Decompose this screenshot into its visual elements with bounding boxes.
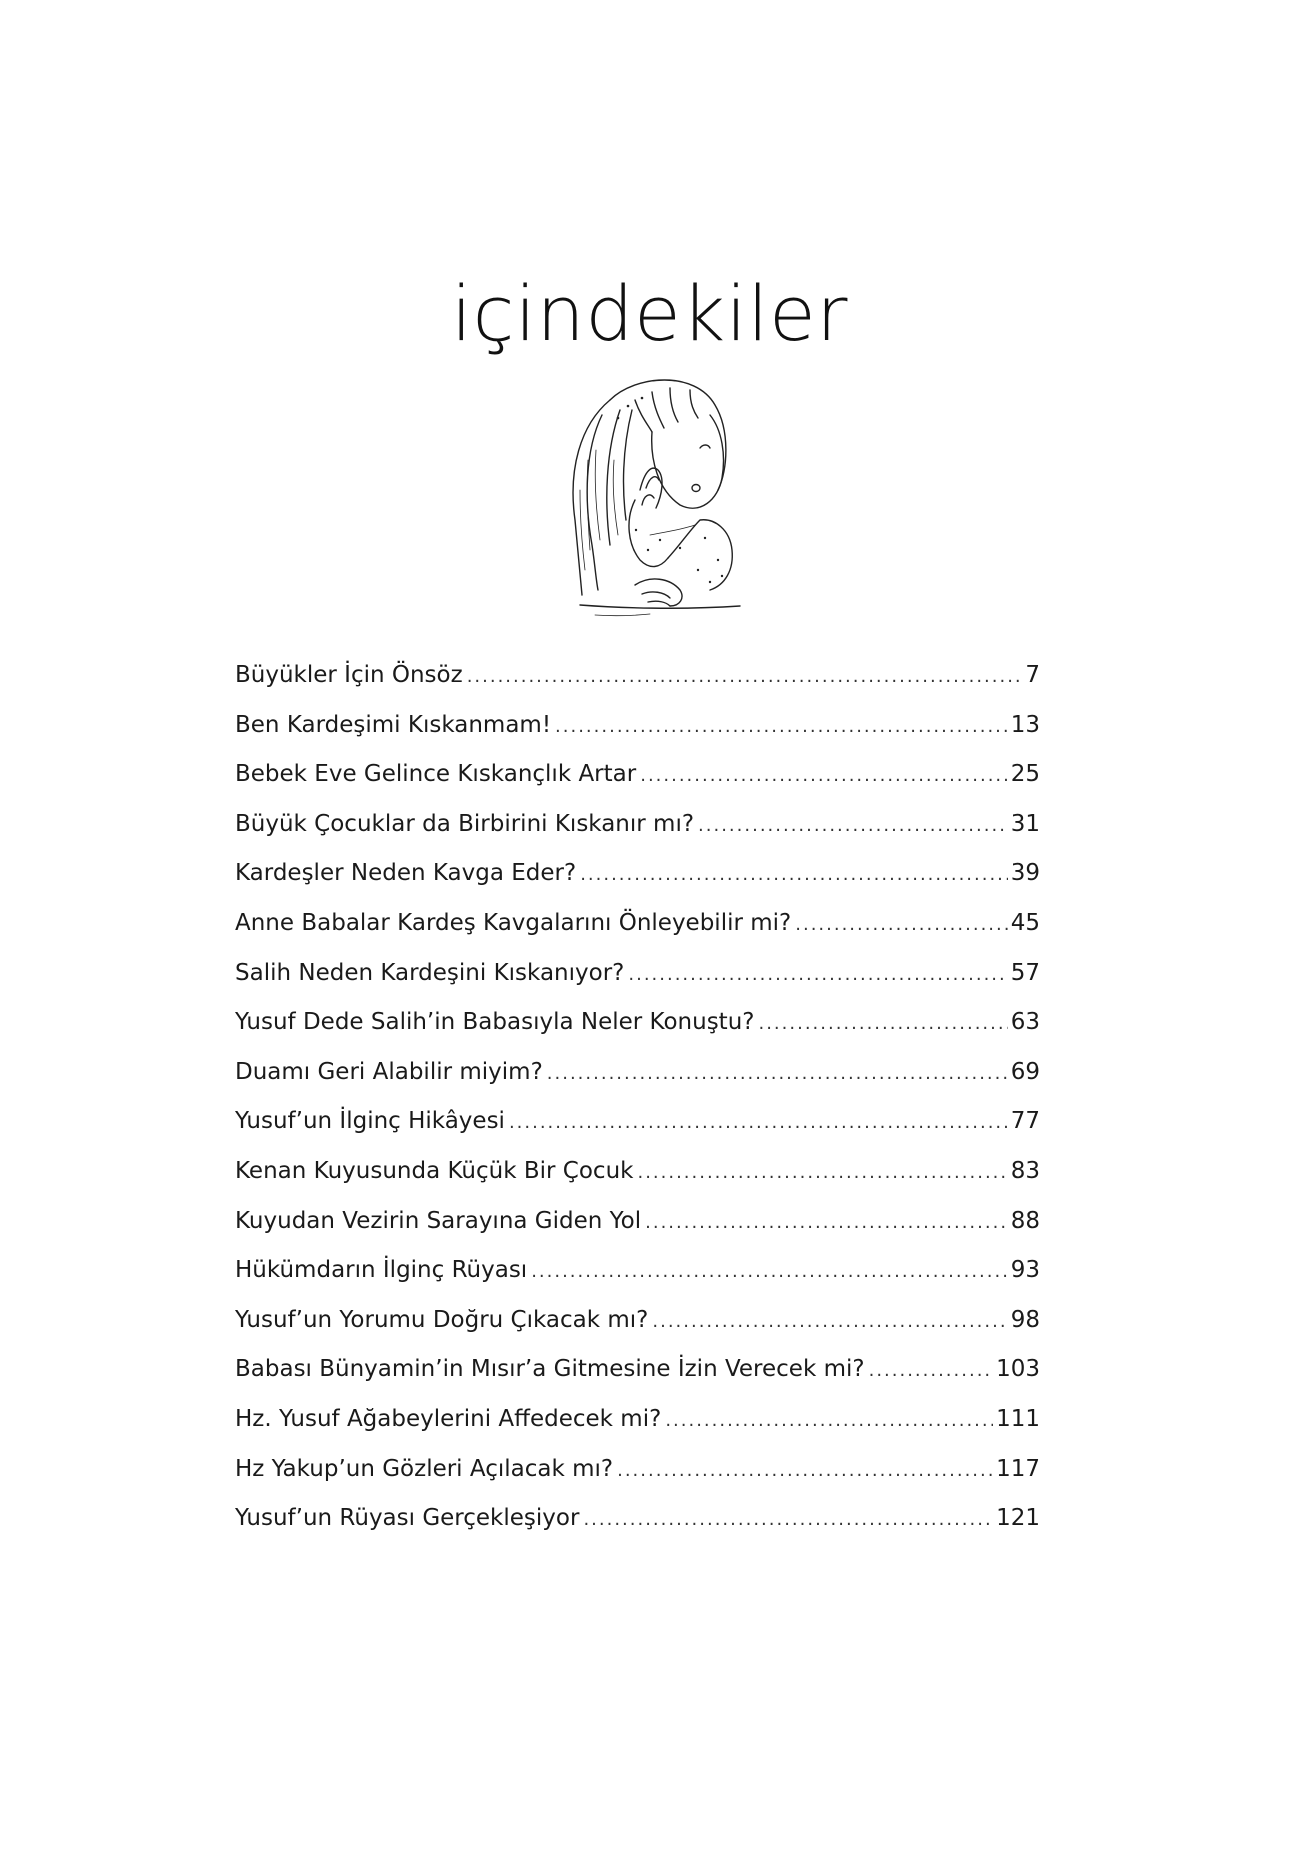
toc-entry[interactable] [235,860,1040,910]
toc-entry-page: 45 [1010,909,1040,936]
toc-entry-title: Hz Yakup’un Gözleri Açılacak mı? [235,1455,614,1482]
toc-entry-page: 98 [1010,1306,1040,1333]
toc-entry-title: Anne Babalar Kardeş Kavgalarını Önleyebilir mi? [235,909,792,936]
leader-dots [869,1360,994,1381]
leader-dots [637,1162,1007,1183]
toc-entry-page: 57 [1010,959,1040,986]
leader-dots [628,964,1007,985]
toc-entry-page: 39 [1010,860,1040,887]
toc-entry-title: Kenan Kuyusunda Küçük Bir Çocuk [235,1157,634,1184]
toc-entry[interactable] [235,1456,1040,1506]
toc-entry-title: Yusuf Dede Salih’in Babasıyla Neler Konuştu? [235,1009,755,1036]
toc-entry-page: 77 [1010,1108,1040,1135]
leader-dots [509,1112,1008,1133]
toc-entry-title: Ben Kardeşimi Kıskanmam! [235,711,552,738]
leader-dots [547,1063,1008,1084]
toc-entry[interactable] [235,1059,1040,1109]
toc-entry[interactable] [235,1108,1040,1158]
toc-entry[interactable] [235,712,1040,762]
leader-dots [640,765,1008,786]
toc-entry-title: Kuyudan Vezirin Sarayına Giden Yol [235,1207,642,1234]
toc-entry[interactable] [235,662,1040,712]
toc-entry-page: 63 [1010,1009,1040,1036]
toc-entry[interactable] [235,1257,1040,1307]
toc-entry-page: 88 [1010,1207,1040,1234]
page-title: içindekiler [451,268,848,358]
toc-entry[interactable] [235,910,1040,960]
toc-entry-page: 83 [1010,1157,1040,1184]
toc-entry-page: 121 [996,1505,1040,1532]
toc-entry-title: Hz. Yusuf Ağabeylerini Affedecek mi? [235,1405,662,1432]
toc-entry-page: 69 [1010,1058,1040,1085]
toc-entry-title: Yusuf’un Yorumu Doğru Çıkacak mı? [235,1306,649,1333]
toc-entry-title: Yusuf’un İlginç Hikâyesi [235,1108,505,1135]
toc-entry[interactable] [235,761,1040,811]
toc-entry-page: 25 [1010,761,1040,788]
toc-entry-title: Yusuf’un Rüyası Gerçekleşiyor [235,1505,580,1532]
toc-entry[interactable] [235,1406,1040,1456]
toc-entry-title: Babası Bünyamin’in Mısır’a Gitmesine İzin Verecek mi? [235,1356,865,1383]
toc-entry-title: Duamı Geri Alabilir miyim? [235,1058,543,1085]
leader-dots [758,1013,1007,1034]
girl-thinking-drawing-icon [540,370,760,640]
toc-entry[interactable] [235,960,1040,1010]
toc-entry-page: 7 [1025,662,1040,688]
leader-dots [555,716,1008,737]
toc-entry[interactable] [235,1158,1040,1208]
toc-entry[interactable] [235,1208,1040,1258]
toc-entry[interactable] [235,1307,1040,1357]
toc-entry-page: 13 [1010,711,1040,738]
toc-entry[interactable] [235,1356,1040,1406]
toc-entry-title: Bebek Eve Gelince Kıskançlık Artar [235,761,637,788]
toc-entry-page: 103 [996,1356,1040,1383]
toc-entry-title: Salih Neden Kardeşini Kıskanıyor? [235,959,625,986]
toc-entry-title: Kardeşler Neden Kavga Eder? [235,860,577,887]
toc-entry[interactable] [235,1009,1040,1059]
toc-entry-title: Büyük Çocuklar da Birbirini Kıskanır mı? [235,810,695,837]
leader-dots [580,864,1008,885]
leader-dots [617,1460,993,1481]
toc-entry[interactable] [235,1505,1040,1555]
toc-entry-title: Büyükler İçin Önsöz [235,662,463,688]
toc-entry-page: 117 [996,1455,1040,1482]
leader-dots [652,1311,1007,1332]
leader-dots [795,914,1007,935]
leader-dots [698,815,1008,836]
toc-entry[interactable] [235,811,1040,861]
leader-dots [583,1509,993,1530]
toc-entry-title: Hükümdarın İlginç Rüyası [235,1257,528,1284]
toc-entry-page: 31 [1010,810,1040,837]
toc-entry-page: 93 [1010,1257,1040,1284]
leader-dots [467,666,1023,687]
table-of-contents [235,662,1040,1555]
leader-dots [645,1212,1008,1233]
leader-dots [531,1261,1008,1282]
leader-dots [665,1410,993,1431]
toc-entry-page: 111 [996,1405,1040,1432]
